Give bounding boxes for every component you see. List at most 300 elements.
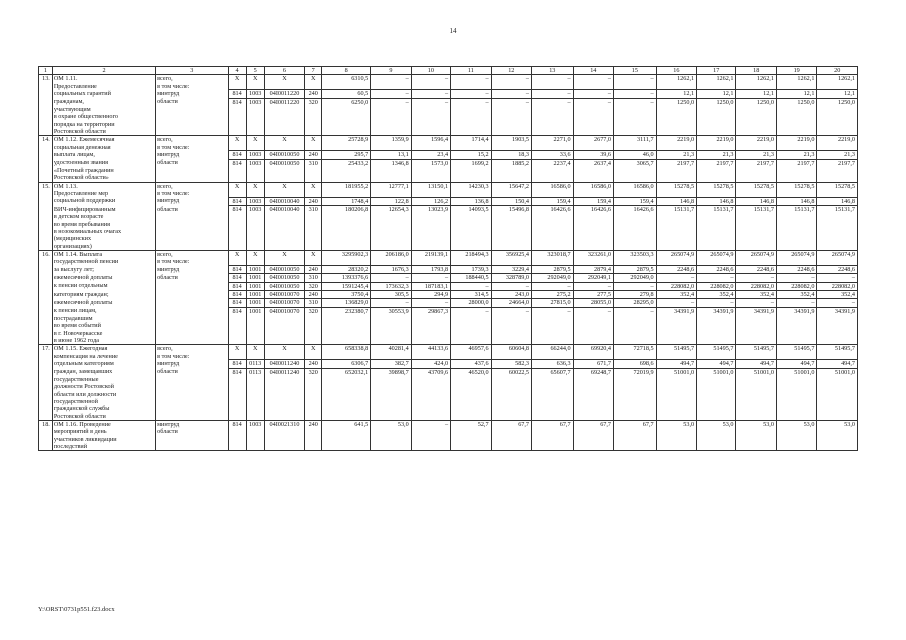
amount-cell	[817, 258, 858, 265]
amount-cell: –	[451, 98, 491, 106]
budget-code-cell: 1001	[246, 307, 264, 315]
measure-name-line: социальная денежная	[52, 144, 155, 151]
measure-name-line: выплата лицам,	[52, 151, 155, 159]
amount-cell	[656, 405, 696, 412]
amount-cell: 356925,4	[491, 251, 531, 259]
amount-cell	[322, 174, 371, 182]
amount-cell	[322, 106, 371, 113]
amount-cell	[697, 315, 736, 322]
budget-code-cell: 320	[305, 307, 322, 315]
amount-cell	[656, 221, 696, 228]
budget-code-cell	[305, 391, 322, 398]
amount-cell	[491, 315, 531, 322]
amount-cell	[736, 391, 776, 398]
budget-code-cell	[305, 228, 322, 235]
amount-cell	[656, 128, 696, 136]
budget-code-cell: 310	[305, 274, 322, 282]
amount-cell	[697, 83, 736, 90]
budget-code-cell	[228, 322, 246, 329]
amount-cell: 15278,5	[736, 182, 776, 190]
budget-code-cell: 1001	[246, 282, 264, 290]
measure-name-line: области или должности	[52, 391, 155, 398]
amount-cell: 658338,8	[322, 345, 371, 353]
amount-cell	[736, 322, 776, 329]
amount-cell: 53,0	[736, 420, 776, 428]
amount-cell: 2197,7	[776, 159, 816, 167]
amount-cell	[573, 128, 613, 136]
amount-cell: 2219,0	[736, 136, 776, 144]
amount-cell	[736, 337, 776, 345]
amount-cell	[817, 113, 858, 120]
amount-cell	[491, 228, 531, 235]
amount-cell: 51001,0	[736, 368, 776, 376]
amount-cell	[491, 443, 531, 451]
amount-cell	[817, 243, 858, 251]
measure-name-line: (медицинских	[52, 235, 155, 242]
row-number	[39, 291, 53, 299]
amount-cell: 494,7	[656, 360, 696, 368]
amount-cell	[573, 315, 613, 322]
amount-cell: 67,7	[614, 420, 657, 428]
table-row	[39, 345, 858, 353]
amount-cell	[322, 391, 371, 398]
row-number	[39, 228, 53, 235]
budget-code-cell: X	[305, 182, 322, 190]
measure-name-line: гражданам,	[52, 98, 155, 106]
table-row	[39, 174, 858, 182]
budget-code-cell: 04І0010050	[264, 159, 304, 167]
amount-cell	[817, 428, 858, 435]
amount-cell	[736, 167, 776, 174]
amount-cell	[491, 167, 531, 174]
amount-cell	[697, 383, 736, 390]
amount-cell	[614, 174, 657, 182]
amount-cell: 14093,5	[451, 206, 491, 214]
table-row	[39, 258, 858, 265]
amount-cell: 2879,4	[573, 266, 613, 274]
row-number	[39, 307, 53, 315]
funding-source-line: в том числе:	[156, 190, 228, 197]
amount-cell	[491, 121, 531, 128]
amount-cell: 3065,7	[614, 159, 657, 167]
table-row	[39, 144, 858, 151]
row-number	[39, 266, 53, 274]
amount-cell: 314,5	[451, 291, 491, 299]
measure-name-line: ОМ 1.15. Ежегодная	[52, 345, 155, 353]
amount-cell	[411, 428, 450, 435]
amount-cell	[532, 391, 574, 398]
row-number: 15.	[39, 182, 53, 190]
amount-cell: 323503,3	[614, 251, 657, 259]
budget-code-cell	[228, 391, 246, 398]
amount-cell	[573, 144, 613, 151]
amount-cell	[656, 353, 696, 360]
amount-cell	[656, 428, 696, 435]
amount-cell	[614, 405, 657, 412]
amount-cell	[697, 174, 736, 182]
table-row	[39, 299, 858, 307]
amount-cell	[371, 213, 411, 220]
amount-cell: –	[411, 98, 450, 106]
amount-cell: 33,6	[532, 151, 574, 159]
measure-name-line: удостоенным звания	[52, 159, 155, 167]
amount-cell	[532, 383, 574, 390]
table-row	[39, 405, 858, 412]
budget-code-cell: 04І0021310	[264, 420, 304, 428]
amount-cell	[491, 243, 531, 251]
amount-cell	[697, 353, 736, 360]
amount-cell: 265074,9	[697, 251, 736, 259]
budget-code-cell: 1003	[246, 159, 264, 167]
budget-code-cell	[228, 243, 246, 251]
budget-code-cell	[228, 221, 246, 228]
budget-code-cell	[264, 243, 304, 251]
row-number	[39, 405, 53, 412]
row-number: 13.	[39, 75, 53, 83]
amount-cell: 146,8	[656, 197, 696, 205]
budget-code-cell	[246, 330, 264, 337]
budget-code-cell	[264, 144, 304, 151]
amount-cell: 44133,6	[411, 345, 450, 353]
amount-cell	[411, 167, 450, 174]
row-number	[39, 174, 53, 182]
amount-cell	[411, 128, 450, 136]
amount-cell: 67,7	[491, 420, 531, 428]
amount-cell: 60604,8	[491, 345, 531, 353]
amount-cell	[697, 243, 736, 251]
measure-name-line: в г. Новочеркасске	[52, 330, 155, 337]
amount-cell	[573, 383, 613, 390]
row-number	[39, 221, 53, 228]
amount-cell	[573, 337, 613, 345]
amount-cell	[532, 413, 574, 421]
budget-code-cell: 04І0011220	[264, 98, 304, 106]
amount-cell: 328789,0	[491, 274, 531, 282]
budget-code-cell: 04І0010050	[264, 282, 304, 290]
amount-cell: 16426,6	[614, 206, 657, 214]
amount-cell	[491, 391, 531, 398]
amount-cell	[776, 258, 816, 265]
budget-code-cell	[264, 228, 304, 235]
funding-source-line	[156, 282, 228, 290]
amount-cell	[736, 443, 776, 451]
funding-source-line	[156, 291, 228, 299]
amount-cell	[573, 213, 613, 220]
budget-code-cell: 04І0011220	[264, 90, 304, 98]
amount-cell: 30553,9	[371, 307, 411, 315]
budget-code-cell	[305, 190, 322, 197]
amount-cell	[697, 428, 736, 435]
amount-cell	[371, 413, 411, 421]
amount-cell	[817, 322, 858, 329]
budget-code-cell: 0113	[246, 368, 264, 376]
amount-cell	[371, 315, 411, 322]
amount-cell	[697, 144, 736, 151]
amount-cell: 1596,4	[411, 136, 450, 144]
amount-cell	[491, 383, 531, 390]
amount-cell	[776, 83, 816, 90]
amount-cell: 352,4	[697, 291, 736, 299]
amount-cell	[371, 258, 411, 265]
amount-cell	[817, 235, 858, 242]
budget-code-cell: 814	[228, 98, 246, 106]
amount-cell	[817, 398, 858, 405]
amount-cell	[411, 228, 450, 235]
amount-cell	[411, 376, 450, 383]
amount-cell: 2677,0	[573, 136, 613, 144]
budget-code-cell	[305, 337, 322, 345]
amount-cell	[451, 144, 491, 151]
amount-cell	[451, 337, 491, 345]
amount-cell: –	[776, 299, 816, 307]
amount-cell	[614, 391, 657, 398]
amount-cell	[697, 258, 736, 265]
amount-cell	[614, 106, 657, 113]
amount-cell	[451, 221, 491, 228]
amount-cell: 53,0	[776, 420, 816, 428]
amount-cell	[451, 128, 491, 136]
budget-code-cell: 310	[305, 299, 322, 307]
amount-cell	[697, 330, 736, 337]
budget-code-cell	[246, 221, 264, 228]
amount-cell	[451, 353, 491, 360]
amount-cell	[614, 121, 657, 128]
row-number	[39, 83, 53, 90]
amount-cell: 16586,0	[573, 182, 613, 190]
amount-cell	[697, 443, 736, 451]
amount-cell: –	[411, 90, 450, 98]
amount-cell: –	[411, 75, 450, 83]
amount-cell	[614, 376, 657, 383]
amount-cell	[451, 167, 491, 174]
amount-cell	[451, 174, 491, 182]
budget-code-cell	[305, 213, 322, 220]
budget-code-cell	[305, 121, 322, 128]
amount-cell	[776, 322, 816, 329]
budget-code-cell	[264, 106, 304, 113]
amount-cell	[697, 128, 736, 136]
table-row	[39, 128, 858, 136]
funding-source-line: в том числе:	[156, 353, 228, 360]
budget-code-cell: X	[228, 182, 246, 190]
budget-code-cell	[305, 83, 322, 90]
budget-code-cell	[264, 258, 304, 265]
budget-code-cell: X	[228, 251, 246, 259]
amount-cell: –	[697, 274, 736, 282]
amount-cell	[614, 413, 657, 421]
column-header: 5	[246, 67, 264, 75]
amount-cell: 243,0	[491, 291, 531, 299]
amount-cell	[573, 405, 613, 412]
amount-cell	[656, 258, 696, 265]
amount-cell	[532, 167, 574, 174]
amount-cell	[573, 443, 613, 451]
measure-name-line: мероприятий в день	[52, 428, 155, 435]
amount-cell: 24664,0	[491, 299, 531, 307]
table-row	[39, 235, 858, 242]
amount-cell: 51001,0	[656, 368, 696, 376]
row-number: 16.	[39, 251, 53, 259]
amount-cell	[532, 113, 574, 120]
budget-code-cell	[264, 330, 304, 337]
amount-cell: 15278,5	[697, 182, 736, 190]
row-number	[39, 322, 53, 329]
amount-cell	[411, 144, 450, 151]
amount-cell	[697, 190, 736, 197]
funding-source-line	[156, 174, 228, 182]
budget-code-cell	[264, 353, 304, 360]
amount-cell	[697, 398, 736, 405]
budget-code-cell	[228, 353, 246, 360]
table-row	[39, 251, 858, 259]
amount-cell: 69248,7	[573, 368, 613, 376]
amount-cell	[491, 413, 531, 421]
measure-name-line: последствий	[52, 443, 155, 451]
budget-code-cell	[246, 113, 264, 120]
amount-cell	[451, 243, 491, 251]
column-header: 9	[371, 67, 411, 75]
amount-cell	[573, 258, 613, 265]
budget-code-cell	[264, 443, 304, 451]
amount-cell: 23,4	[411, 151, 450, 159]
budget-code-cell	[305, 128, 322, 136]
amount-cell	[656, 337, 696, 345]
funding-source-line	[156, 322, 228, 329]
table-row	[39, 337, 858, 345]
amount-cell: –	[532, 307, 574, 315]
table-row	[39, 221, 858, 228]
amount-cell	[371, 383, 411, 390]
amount-cell	[371, 443, 411, 451]
funding-source-line: в том числе:	[156, 144, 228, 151]
funding-source-line	[156, 213, 228, 220]
amount-cell: 323018,7	[532, 251, 574, 259]
budget-code-cell	[305, 383, 322, 390]
amount-cell: 51495,7	[736, 345, 776, 353]
row-number	[39, 106, 53, 113]
amount-cell	[532, 174, 574, 182]
budget-code-cell: X	[264, 251, 304, 259]
amount-cell	[371, 376, 411, 383]
amount-cell	[736, 398, 776, 405]
amount-cell	[451, 83, 491, 90]
amount-cell: 46520,0	[451, 368, 491, 376]
amount-cell	[491, 190, 531, 197]
row-number	[39, 360, 53, 368]
funding-source-line: всего,	[156, 75, 228, 83]
measure-name-line: ВИЧ-инфицированным	[52, 206, 155, 214]
budget-code-cell	[305, 330, 322, 337]
amount-cell	[697, 235, 736, 242]
amount-cell: 13,1	[371, 151, 411, 159]
budget-code-cell	[228, 190, 246, 197]
amount-cell: 1250,0	[656, 98, 696, 106]
budget-code-cell	[246, 383, 264, 390]
budget-code-cell	[264, 322, 304, 329]
amount-cell: 39898,7	[371, 368, 411, 376]
budget-code-cell	[264, 436, 304, 443]
amount-cell	[573, 322, 613, 329]
row-number	[39, 144, 53, 151]
amount-cell: 15278,5	[656, 182, 696, 190]
amount-cell: 218494,3	[451, 251, 491, 259]
column-header: 13	[532, 67, 574, 75]
amount-cell: –	[614, 98, 657, 106]
budget-code-cell: 240	[305, 360, 322, 368]
amount-cell: 494,7	[776, 360, 816, 368]
budget-code-cell: 1003	[246, 197, 264, 205]
budget-code-cell	[305, 443, 322, 451]
amount-cell	[573, 167, 613, 174]
budget-code-cell	[264, 128, 304, 136]
row-number	[39, 428, 53, 435]
row-number	[39, 206, 53, 214]
amount-cell	[697, 167, 736, 174]
funding-source-line: всего,	[156, 251, 228, 259]
amount-cell	[614, 213, 657, 220]
amount-cell: 188440,5	[451, 274, 491, 282]
amount-cell	[371, 398, 411, 405]
amount-cell	[371, 330, 411, 337]
amount-cell	[491, 128, 531, 136]
table-row	[39, 322, 858, 329]
amount-cell: 424,0	[411, 360, 450, 368]
amount-cell	[371, 322, 411, 329]
amount-cell: 382,7	[371, 360, 411, 368]
amount-cell	[371, 106, 411, 113]
amount-cell: 265074,9	[736, 251, 776, 259]
amount-cell	[656, 235, 696, 242]
amount-cell: –	[736, 274, 776, 282]
measure-name-line: категориям граждан;	[52, 291, 155, 299]
amount-cell: 15131,7	[656, 206, 696, 214]
budget-code-cell: X	[264, 75, 304, 83]
amount-cell: –	[656, 274, 696, 282]
amount-cell: 53,0	[697, 420, 736, 428]
amount-cell	[736, 353, 776, 360]
budget-code-cell	[246, 228, 264, 235]
amount-cell	[371, 167, 411, 174]
amount-cell: 15131,7	[697, 206, 736, 214]
measure-name-line: государственной	[52, 398, 155, 405]
funding-source-line	[156, 221, 228, 228]
row-number	[39, 376, 53, 383]
amount-cell: 39,6	[573, 151, 613, 159]
row-number	[39, 443, 53, 451]
amount-cell: –	[614, 307, 657, 315]
budget-code-cell	[305, 376, 322, 383]
amount-cell: –	[371, 274, 411, 282]
amount-cell: 21,3	[697, 151, 736, 159]
amount-cell	[776, 413, 816, 421]
table-row	[39, 383, 858, 390]
amount-cell	[411, 235, 450, 242]
amount-cell: 16426,6	[532, 206, 574, 214]
amount-cell: 46,0	[614, 151, 657, 159]
amount-cell	[736, 330, 776, 337]
amount-cell: –	[491, 90, 531, 98]
row-number	[39, 391, 53, 398]
row-number	[39, 213, 53, 220]
amount-cell	[614, 128, 657, 136]
file-path-footer: Y:\ORST\0731p551.f23.docx	[38, 606, 115, 613]
budget-code-cell	[305, 315, 322, 322]
amount-cell	[776, 174, 816, 182]
amount-cell	[656, 383, 696, 390]
amount-cell: –	[656, 299, 696, 307]
amount-cell: 66244,0	[532, 345, 574, 353]
amount-cell	[697, 405, 736, 412]
